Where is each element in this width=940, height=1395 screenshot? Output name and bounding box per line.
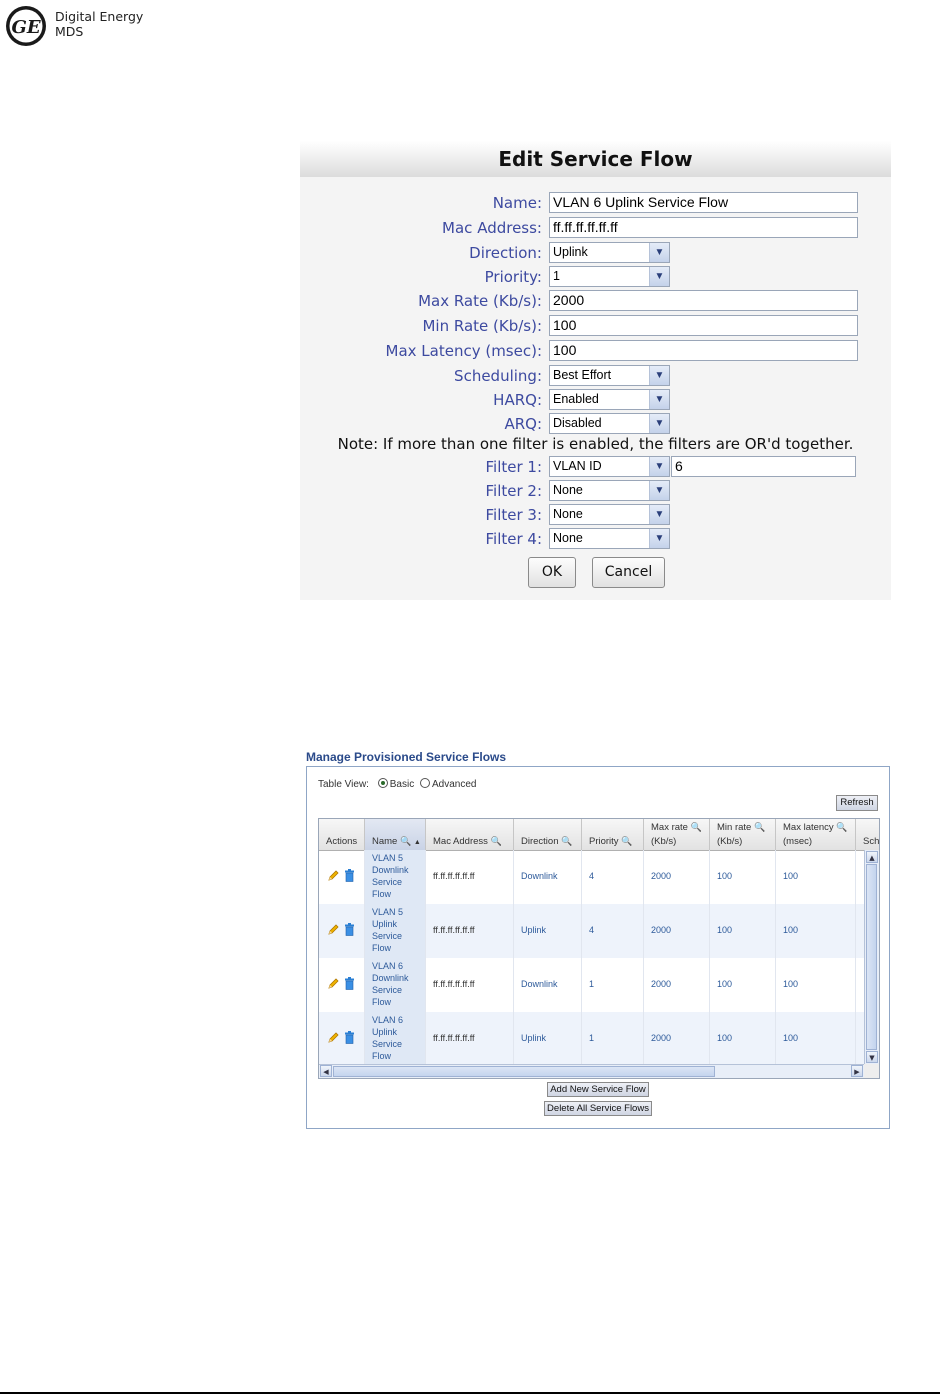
priority-cell bbox=[582, 904, 644, 958]
scroll-corner bbox=[864, 1064, 879, 1078]
chevron-down-icon[interactable]: ▼ bbox=[649, 243, 669, 262]
search-icon[interactable]: 🔍 bbox=[399, 836, 412, 846]
direction-cell bbox=[514, 904, 582, 958]
table-row bbox=[319, 904, 864, 958]
ge-logo bbox=[5, 5, 47, 47]
filter1-label: Filter 1: bbox=[485, 458, 542, 476]
max-rate-cell bbox=[644, 958, 710, 1012]
chevron-down-icon[interactable]: ▼ bbox=[649, 481, 669, 500]
priority-cell bbox=[582, 1012, 644, 1066]
chevron-down-icon[interactable]: ▼ bbox=[649, 457, 669, 476]
max-latency-row bbox=[300, 340, 891, 362]
max-rate-row bbox=[300, 290, 891, 312]
row-mac: ff.ff.ff.ff.ff.ff bbox=[433, 871, 475, 881]
chevron-down-icon[interactable]: ▼ bbox=[649, 366, 669, 385]
row-priority: 1 bbox=[589, 979, 595, 989]
col-scheduling[interactable] bbox=[856, 819, 880, 850]
filter2-label: Filter 2: bbox=[485, 482, 542, 500]
table-row bbox=[319, 1012, 864, 1066]
harq-value: Enabled bbox=[553, 392, 599, 406]
direction-select[interactable] bbox=[549, 242, 670, 263]
chevron-down-icon[interactable]: ▼ bbox=[649, 529, 669, 548]
page-footer-rule bbox=[0, 1392, 940, 1394]
vertical-scrollbar[interactable] bbox=[864, 850, 879, 1064]
row-max-rate: 2000 bbox=[651, 871, 672, 881]
col-max-latency-unit: (msec) bbox=[783, 836, 813, 847]
edit-pencil-icon[interactable] bbox=[327, 923, 340, 936]
max-latency-input[interactable]: 100 bbox=[549, 340, 858, 361]
priority-value: 1 bbox=[553, 269, 560, 283]
max-latency-cell bbox=[776, 1012, 856, 1066]
row-max-latency: 100 bbox=[783, 1033, 799, 1043]
search-icon[interactable]: 🔍 bbox=[621, 836, 633, 846]
col-actions-label: Actions bbox=[326, 836, 358, 847]
filter2-select[interactable] bbox=[549, 480, 670, 501]
row-direction: Downlink bbox=[521, 871, 558, 881]
table-view-selector bbox=[318, 778, 476, 790]
harq-row bbox=[300, 389, 891, 411]
row-direction: Uplink bbox=[521, 925, 547, 935]
service-flows-table bbox=[318, 818, 880, 1079]
mac-cell bbox=[426, 850, 514, 904]
logo-monogram: GE bbox=[11, 17, 41, 38]
row-max-latency: 100 bbox=[783, 925, 799, 935]
mac-cell bbox=[426, 904, 514, 958]
direction-row bbox=[300, 242, 891, 264]
scroll-left-icon[interactable]: ◀ bbox=[320, 1065, 332, 1077]
chevron-down-icon[interactable]: ▼ bbox=[649, 505, 669, 524]
min-rate-label: Min Rate (Kb/s): bbox=[422, 317, 542, 335]
row-max-latency: 100 bbox=[783, 979, 799, 989]
max-rate-cell bbox=[644, 1012, 710, 1066]
search-icon[interactable]: 🔍 bbox=[753, 822, 766, 832]
col-mac-label: Mac Address bbox=[433, 836, 488, 847]
manage-section-title: Manage Provisioned Service Flows bbox=[306, 750, 507, 764]
delete-trash-icon[interactable] bbox=[344, 977, 355, 990]
delete-trash-icon[interactable] bbox=[344, 923, 355, 936]
max-latency-cell bbox=[776, 850, 856, 904]
min-rate-cell bbox=[710, 904, 776, 958]
cancel-button[interactable]: Cancel bbox=[592, 557, 665, 588]
mac-cell bbox=[426, 958, 514, 1012]
refresh-button[interactable]: Refresh bbox=[836, 795, 878, 811]
name-label: Name: bbox=[492, 194, 542, 212]
actions-cell bbox=[319, 850, 365, 904]
priority-row bbox=[300, 266, 891, 288]
row-mac: ff.ff.ff.ff.ff.ff bbox=[433, 925, 475, 935]
col-min-rate-unit: (Kb/s) bbox=[717, 836, 743, 847]
priority-cell bbox=[582, 958, 644, 1012]
row-max-rate: 2000 bbox=[651, 925, 672, 935]
actions-cell bbox=[319, 904, 365, 958]
col-actions bbox=[319, 819, 365, 850]
mac-row bbox=[300, 217, 891, 239]
advanced-radio[interactable] bbox=[420, 778, 430, 788]
col-priority-label: Priority bbox=[589, 836, 619, 847]
add-service-flow-button[interactable]: Add New Service Flow bbox=[547, 1082, 649, 1097]
chevron-down-icon[interactable]: ▼ bbox=[649, 390, 669, 409]
col-priority[interactable] bbox=[582, 819, 644, 850]
scheduling-label: Scheduling: bbox=[454, 367, 542, 385]
sort-ascending-icon: ▲ bbox=[413, 839, 421, 846]
name-cell bbox=[365, 904, 426, 958]
max-latency-label: Max Latency (msec): bbox=[385, 342, 542, 360]
filter1-select[interactable] bbox=[549, 456, 670, 477]
brand-line-2: MDS bbox=[55, 24, 84, 39]
max-latency-cell bbox=[776, 904, 856, 958]
priority-cell bbox=[582, 850, 644, 904]
scheduling-select[interactable] bbox=[549, 365, 670, 386]
horizontal-scroll-thumb[interactable] bbox=[333, 1066, 715, 1077]
filter4-label: Filter 4: bbox=[485, 530, 542, 548]
arq-row bbox=[300, 413, 891, 435]
mac-cell bbox=[426, 1012, 514, 1066]
search-icon[interactable]: 🔍 bbox=[836, 822, 848, 832]
delete-trash-icon[interactable] bbox=[344, 869, 355, 882]
row-min-rate: 100 bbox=[717, 925, 733, 935]
harq-label: HARQ: bbox=[493, 391, 542, 409]
scroll-right-icon[interactable]: ▶ bbox=[851, 1065, 863, 1077]
filter4-select[interactable] bbox=[549, 528, 670, 549]
min-rate-row bbox=[300, 315, 891, 337]
min-rate-input[interactable]: 100 bbox=[549, 315, 858, 336]
filter3-select[interactable] bbox=[549, 504, 670, 525]
col-direction-label: Direction bbox=[521, 836, 559, 847]
row-max-rate: 2000 bbox=[651, 1033, 672, 1043]
name-cell bbox=[365, 850, 426, 904]
table-header bbox=[319, 819, 879, 851]
min-rate-cell bbox=[710, 850, 776, 904]
priority-label: Priority: bbox=[484, 268, 542, 286]
brand-name bbox=[55, 9, 143, 39]
direction-value: Uplink bbox=[553, 245, 588, 259]
mac-label: Mac Address: bbox=[442, 219, 542, 237]
arq-label: ARQ: bbox=[504, 415, 542, 433]
col-name[interactable] bbox=[365, 819, 426, 850]
max-rate-cell bbox=[644, 850, 710, 904]
advanced-label[interactable]: Advanced bbox=[431, 779, 477, 790]
filter4-value: None bbox=[553, 531, 583, 545]
edit-service-flow-dialog bbox=[300, 141, 891, 600]
max-rate-label: Max Rate (Kb/s): bbox=[418, 292, 542, 310]
dialog-body bbox=[300, 177, 891, 600]
actions-cell bbox=[319, 958, 365, 1012]
direction-cell bbox=[514, 850, 582, 904]
search-icon[interactable]: 🔍 bbox=[690, 822, 702, 832]
row-name: VLAN 6 Uplink Service Flow bbox=[372, 1015, 404, 1061]
table-row bbox=[319, 850, 864, 904]
row-direction: Downlink bbox=[521, 979, 558, 989]
direction-cell bbox=[514, 958, 582, 1012]
row-min-rate: 100 bbox=[717, 1033, 733, 1043]
row-priority: 4 bbox=[589, 871, 595, 881]
basic-radio[interactable] bbox=[378, 778, 388, 788]
col-name-label: Name bbox=[372, 836, 398, 847]
row-mac: ff.ff.ff.ff.ff.ff bbox=[433, 1033, 475, 1043]
col-max-rate-label: Max rate bbox=[651, 822, 688, 833]
col-max-latency-label: Max latency bbox=[783, 822, 834, 833]
col-max-rate[interactable] bbox=[644, 819, 710, 850]
edit-pencil-icon[interactable] bbox=[327, 1031, 340, 1044]
col-min-rate-label: Min rate bbox=[717, 822, 752, 833]
direction-cell bbox=[514, 1012, 582, 1066]
row-mac: ff.ff.ff.ff.ff.ff bbox=[433, 979, 475, 989]
col-min-rate[interactable] bbox=[710, 819, 776, 850]
edit-pencil-icon[interactable] bbox=[327, 977, 340, 990]
horizontal-scrollbar[interactable] bbox=[319, 1064, 864, 1078]
priority-select[interactable] bbox=[549, 266, 670, 287]
filter4-row bbox=[300, 528, 891, 550]
delete-all-service-flows-button[interactable]: Delete All Service Flows bbox=[544, 1101, 652, 1116]
max-latency-cell bbox=[776, 958, 856, 1012]
name-row bbox=[300, 192, 891, 214]
filter1-row bbox=[300, 456, 891, 478]
search-icon[interactable]: 🔍 bbox=[490, 836, 502, 846]
vertical-scroll-thumb[interactable] bbox=[866, 864, 877, 1050]
row-max-rate: 2000 bbox=[651, 979, 672, 989]
harq-select[interactable] bbox=[549, 389, 670, 410]
name-cell bbox=[365, 958, 426, 1012]
row-max-latency: 100 bbox=[783, 871, 799, 881]
dialog-title: Edit Service Flow bbox=[300, 141, 891, 177]
row-name: VLAN 5 Downlink Service Flow bbox=[372, 853, 409, 899]
max-rate-input[interactable]: 2000 bbox=[549, 290, 858, 311]
actions-cell bbox=[319, 1012, 365, 1066]
row-min-rate: 100 bbox=[717, 979, 733, 989]
scroll-up-icon[interactable]: ▲ bbox=[866, 851, 878, 863]
edit-pencil-icon[interactable] bbox=[327, 869, 340, 882]
row-priority: 4 bbox=[589, 925, 595, 935]
col-max-latency[interactable] bbox=[776, 819, 856, 850]
arq-value: Disabled bbox=[553, 416, 602, 430]
manage-panel bbox=[306, 766, 890, 1129]
filter2-value: None bbox=[553, 483, 583, 497]
direction-label: Direction: bbox=[469, 244, 542, 262]
filter3-row bbox=[300, 504, 891, 526]
ok-button[interactable]: OK bbox=[528, 557, 576, 588]
filter3-value: None bbox=[553, 507, 583, 521]
filter2-row bbox=[300, 480, 891, 502]
row-priority: 1 bbox=[589, 1033, 595, 1043]
search-icon[interactable]: 🔍 bbox=[561, 836, 573, 846]
col-scheduling-label: Sch bbox=[863, 836, 880, 847]
chevron-down-icon[interactable]: ▼ bbox=[649, 267, 669, 286]
scheduling-value: Best Effort bbox=[553, 368, 612, 382]
table-row bbox=[319, 958, 864, 1012]
name-cell bbox=[365, 1012, 426, 1066]
col-mac[interactable] bbox=[426, 819, 514, 850]
row-direction: Uplink bbox=[521, 1033, 547, 1043]
mac-input[interactable]: ff.ff.ff.ff.ff.ff bbox=[549, 217, 858, 238]
scheduling-row bbox=[300, 365, 891, 387]
max-rate-cell bbox=[644, 904, 710, 958]
row-name: VLAN 5 Uplink Service Flow bbox=[372, 907, 404, 953]
arq-select[interactable] bbox=[549, 413, 670, 434]
filter1-value: VLAN ID bbox=[553, 459, 602, 473]
col-max-rate-unit: (Kb/s) bbox=[651, 836, 677, 847]
scroll-down-icon[interactable]: ▼ bbox=[866, 1051, 878, 1063]
filter-note: Note: If more than one filter is enabled, the filters are OR'd together. bbox=[337, 435, 854, 453]
chevron-down-icon[interactable]: ▼ bbox=[649, 414, 669, 433]
min-rate-cell bbox=[710, 1012, 776, 1066]
delete-trash-icon[interactable] bbox=[344, 1031, 355, 1044]
name-input[interactable]: VLAN 6 Uplink Service Flow bbox=[549, 192, 858, 213]
basic-label[interactable]: Basic bbox=[389, 779, 415, 790]
col-direction[interactable] bbox=[514, 819, 582, 850]
table-view-label: Table View: bbox=[318, 779, 369, 790]
brand-line-1: Digital Energy bbox=[55, 9, 144, 24]
filter1-value-input[interactable]: 6 bbox=[671, 456, 856, 477]
row-min-rate: 100 bbox=[717, 871, 733, 881]
min-rate-cell bbox=[710, 958, 776, 1012]
row-name: VLAN 6 Downlink Service Flow bbox=[372, 961, 409, 1007]
filter3-label: Filter 3: bbox=[485, 506, 542, 524]
